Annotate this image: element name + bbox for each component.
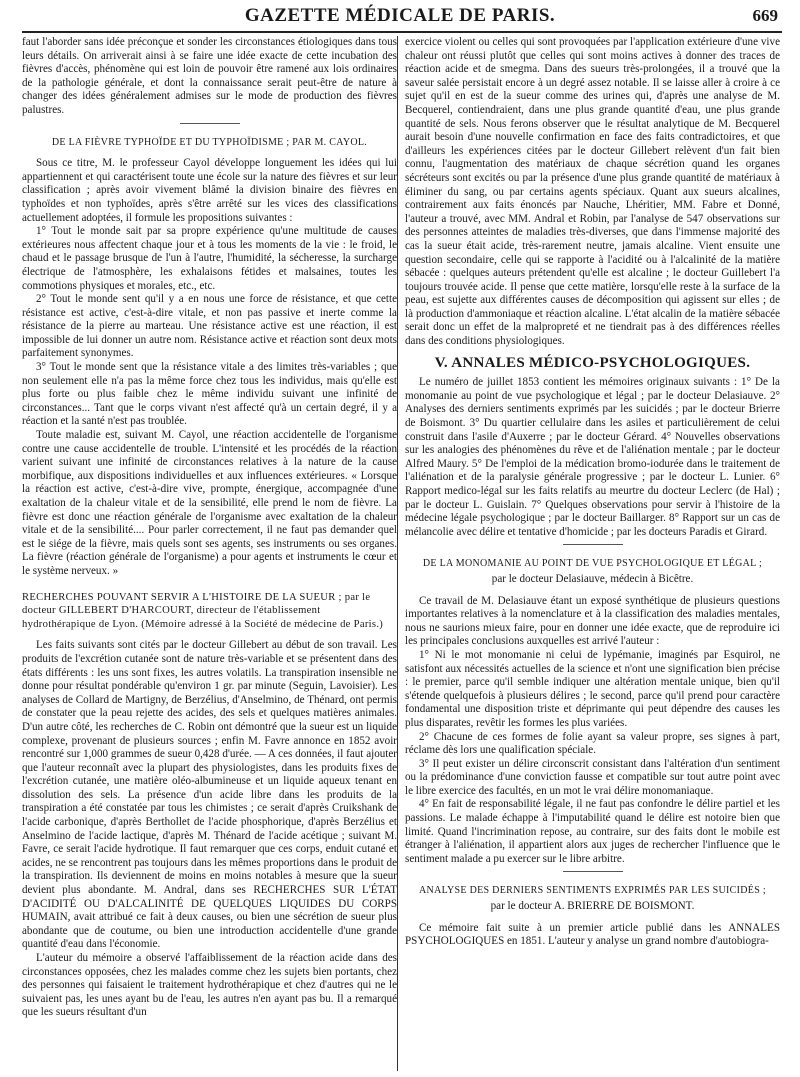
paragraph: faut l'aborder sans idée préconçue et sonder les circonstances étiologiques dans tous leurs détails. On arriverait ainsi à se faire une idée exacte de cette incubation des fièvres d'accès, phénomène qui est loin de pouvoir être ramené aux lois ordinaires de la pathologie générale, et dont la connaissance serait peut-être de nature à changer des idées généralement admises sur le mode de production des fièvres palustres. — [22, 36, 397, 116]
paragraph: 2° Tout le monde sent qu'il y a en nous une force de résistance, et que cette résistance est active, c'est-à-dire vitale, et non pas passive et inerte comme la résistance de la pierre au marteau. Une résistance active est une réaction, il est impossible de lui donner un autre nom. Résistance active et réaction sont deux mots parfaitement synonymes. — [22, 293, 397, 360]
paragraph: Ce travail de M. Delasiauve étant un exposé synthétique de plusieurs questions importantes relatives à la nomenclature et à la classification des maladies mentales, nous ne saurions mieux faire, pour en donner une idée exacte, que de reproduire ici les principales conclusions auxquelles est arrivé l'auteur : — [405, 594, 780, 648]
paragraph: Les faits suivants sont cités par le docteur Gillebert au début de son travail. Les produits de l'excrétion cutanée sont de nature très-variable et se présentent dans des états différents : les uns sont fixes, les autres volatils. La transpiration insensible ne donne pour résultat pondérable qu'environ 1 gr. par minute (Seguin, Lavoisier). Les analyses de Collard de Martigny, de Berzélius, d'Anselmino, de Thénard, ont permis de constater que la peau rejette des acides, des sels et quelques matières animales. D'un autre côté, les recherches de C. Robin ont démontré que la sueur est un liquide complexe, provenant de plusieurs sources ; enfin M. Favre annonce en 1852 avoir rencontré sur 1,000 grammes de sueur 0,428 d'urée. — A ces données, il faut ajouter que l'auteur reconnaît avec la plupart des physiologistes, dans les produits fixes de l'excrétion cutanée, une matière oléo-albumineuse et un liquide aqueux tenant en dissolution des sels. La présence d'un acide libre dans les produits de la transpiration a été constatée par tous les chimistes ; ce serait d'après Cruikshank de l'acide carbonique, d'après Berthollet de l'acide phosphorique, d'après Berzélius et Anselmino de l'acide lactique, d'après M. Thénard de l'acide acétique ; suivant M. Favre, ce serait l'acide hydrotique. Il faut remarquer que ces corps, enduit cutané et acides, ne se rencontrent pas toujours dans les mêmes proportions dans le produit de la transpiration. Ils deviennent de moins en moins notables à mesure que la sueur devient plus abondante. M. Andral, dans ses RECHERCHES SUR L'ÉTAT D'ACIDITÉ OU D'ALCALINITÉ DE QUELQUES LIQUIDES DU CORPS HUMAIN, avait attribué ce fait à deux causes, ou bien une sécrétion de sueur plus abondante que de coutume, ou bien une introduction accidentelle d'une grande quantité d'eau dans l'économie. — [22, 639, 397, 951]
section-heading-suicides: ANALYSE DES DERNIERS SENTIMENTS EXPRIMÉS PAR LES SUICIDÉS ; — [419, 885, 766, 897]
paragraph: 1° Tout le monde sait par sa propre expérience qu'une multitude de causes extérieures nous affectent chaque jour et à tous les moments de la vie : le froid, le chaud et le passage brusque de l'un à l'autre, l'humidité, la sécheresse, la surcharge électrique de l'atmosphère, les exhalaisons fétides et malsaines, toutes les commotions physiques et morales, etc., etc. — [22, 225, 397, 292]
section-heading-typhoid: DE LA FIÈVRE TYPHOÏDE ET DU TYPHOÏDISME ; PAR M. CAYOL. — [51, 136, 368, 148]
paragraph: L'auteur du mémoire a observé l'affaiblissement de la réaction acide dans des circonstances opposées, chez les malades comme chez les sujets bien portants, chez des personnes qui faisaient le traitement hydrothérapique et chez d'autres qui ne le suivaient pas, les unes ayant bu de l'eau, les autres n'en ayant pas bu. Il a remarqué que les sueurs résultant d'un — [22, 952, 397, 1019]
paragraph: Sous ce titre, M. le professeur Cayol développe longuement les idées qui lui appartiennent et qui caractérisent toute une école sur la nature des fièvres et sur leur classification ; après avoir vivement blâmé la division binaire des fièvres en typhoïdes et non typhoïdes, après s'être arrêté sur les vices des classifications actuellement adoptées, il formule les propositions suivantes : — [22, 157, 397, 224]
paragraph: Ce mémoire fait suite à un premier article publié dans les ANNALES PSYCHOLOGIQUES en 1851. L'auteur y analyse un grand nombre d'autobiogra- — [405, 921, 780, 948]
section-subheading: par le docteur Delasiauve, médecin à Bicêtre. — [491, 572, 694, 585]
paragraph: 3° Il peut exister un délire circonscrit consistant dans l'altération d'un sentiment ou la prédominance d'une conviction fausse et compatible sur tout autre point avec le libre exercice des facultés, en un mot le vrai délire monomaniaque. — [405, 757, 780, 797]
paragraph: Le numéro de juillet 1853 contient les mémoires originaux suivants : 1° De la monomanie au point de vue psychologique et légal ; par le docteur Delasiauve. 2° Analyses des derniers sentiments exprimés par les suicidés ; par le docteur Brierre de Boismont. 3° Du quartier cellulaire dans les asiles et particulièrement de celui construit dans l'asile d'Auxerre ; par le docteur Gérard. 4° Nouvelles observations sur les analogies des phénomènes du rêve et de l'aliénation mentale ; par le docteur Alfred Maury. 5° De l'emploi de la médication bromo-iodurée dans le traitement de l'aliénation et de la paralysie générale progressive ; par le docteur L. Lunier. 6° Rapport medico-légal sur les faits relatifs au meurtre du docteur Leclerc (de Hal) ; par le docteur L. Guislain. 7° Quelques observations pour servir à l'histoire de la médecine légale psychologique ; par le docteur Baillarger. 8° Rapport sur un cas de mélancolie avec délire et tentative d'homicide ; par les docteurs Paradis et Girard. — [405, 376, 780, 538]
section-subheading: par le docteur A. BRIERRE DE BOISMONT. — [490, 900, 695, 913]
section-heading-monomanie: DE LA MONOMANIE AU POINT DE VUE PSYCHOLOGIQUE ET LÉGAL ; — [422, 558, 763, 570]
paragraph: 1° Ni le mot monomanie ni celui de lypémanie, imaginés par Esquirol, ne satisfont aux nécessités actuelles de la science et n'ont une signification bien précise : le premier, parce qu'il semble indiquer une altération mentale unique, bien qu'il s'étende quelquefois à plusieurs délires ; le second, parce qu'il prend pour caractère fondamental une disposition triste et déprimante qui peut dépendre des causes les plus disparates, revêtir les formes les plus variées. — [405, 648, 780, 729]
journal-title: GAZETTE MÉDICALE DE PARIS. — [244, 5, 556, 26]
column-divider — [397, 36, 398, 1071]
paragraph: 3° Tout le monde sent que la résistance vitale a des limites très-variables ; que non seulement elle n'a pas la même force chez tous les individus, mais qu'elle est plus forte ou plus faible chez le même individu suivant une infinité de circonstances... Tant que le corps vivant n'est affecté qu'à un certain degré, il y a réaction et la santé n'est pas troublée. — [22, 361, 397, 428]
header-rule — [22, 31, 782, 33]
left-column — [22, 36, 397, 1020]
paragraph: Toute maladie est, suivant M. Cayol, une réaction accidentelle de l'organisme contre une cause accidentelle de trouble. L'intensité et les procédés de la réaction varient suivant une infinité de circonstances relatives à la nature de la cause morbifique, aux dispositions individuelles et aux influences extérieures. « Lorsque la réaction est active, c'est-à-dire vive, prompte, énergique, accompagnée d'une exaltation de la chaleur vitale et de la sensibilité, elle prend le nom de fièvre. La fièvre est donc une réaction générale de l'organisme avec exaltation de la chaleur vitale et de la sensibilité.... Pour parler correctement, il ne faut pas demander quel est le siége de la fièvre, mais quels sont ses agents, ses instruments ou ses organes. La fièvre (réaction générale de l'organisme) a pour agents et instruments le cœur et le système nerveux. » — [22, 429, 397, 577]
section-rule — [180, 123, 240, 124]
section-heading-sueur: RECHERCHES POUVANT SERVIR A L'HISTOIRE DE LA SUEUR ; par le docteur GILLEBERT D'HARCOURT, directeur de l'établissement hydrothérapique de Lyon. (Mémoire adressé à la Société de médecine de Paris.) — [22, 591, 384, 630]
page-number: 669 — [752, 6, 778, 25]
paragraph: 2° Chacune de ces formes de folie ayant sa valeur propre, ses signes à part, réclame dès lors une qualification spéciale. — [405, 730, 780, 757]
section-heading-annales: V. ANNALES MÉDICO-PSYCHOLOGIQUES. — [434, 354, 751, 371]
section-rule — [563, 871, 623, 872]
page-header — [0, 0, 800, 34]
section-rule — [563, 544, 623, 545]
paragraph: exercice violent ou celles qui sont provoquées par l'application extérieure d'une vive chaleur ont réussi plutôt que celles qui sont moins actives à donner des traces de réaction acide et de smegma. Dans des sueurs très-prolongées, il a trouvé que la saveur salée persistait encore à un degré assez notable. Il se laisse aller à croire à ce sujet qu'il en est de la sueur comme des urines qui, d'après une analyse de M. Becquerel, contiendraient, dans une plus grande quantité d'eau, une plus grande quantité de sels. Nous ferons observer que le résultat analytique de M. Becquerel aurait besoin d'une nouvelle confirmation en face des faits contradictoires, et que d'ailleurs les expériences citées par le docteur Gillebert relèvent d'un fait bien connu, l'augmentation des matériaux de chaque sécrétion quand les organes sécréteurs sont excités ou par la présence d'une plus grande quantité de matériaux à éliminer du sang, ou par certains agents spéciaux. Quant aux sueurs alcalines, contrairement aux faits énoncés par Nauche, Lhéritier, MM. Fabre et Donné, l'auteur a trouvé, avec MM. Andral et Robin, par l'analyse de 547 observations sur des personnes atteintes de maladies très-diverses, que dans l'immense majorité des cas la sueur était acide, très-rarement neutre, jamais alcaline. Vient ensuite une question secondaire, celle qui se rapporte à l'acidité ou à l'alcalinité de la matière sébacée : quelques auteurs prétendent qu'elle est alcaline ; le docteur Guillebert l'a toujours trouvée acide. Il pense que cette matière, lorsqu'elle reste à la surface de la peau, est sujette aux différentes causes de décomposition qui agissent sur elles ; de là production d'ammoniaque et réaction alcaline. L'état alcalin de la matière sébacée serait donc un effet de la malpropreté et ne tiendrait pas à des différences réelles dans des conditions physiologiques. — [405, 36, 780, 348]
paragraph: 4° En fait de responsabilité légale, il ne faut pas confondre le délire partiel et les passions. Le malade échappe à l'imputabilité quand le délire est notoire bien que limité. Quand l'incrimination repose, au contraire, sur des faits dont le mobile est étranger à l'aliénation, il appartient alors aux juges de rechercher l'influence que le sentiment malade a pu exercer sur le libre arbitre. — [405, 798, 780, 865]
right-column — [405, 36, 780, 949]
